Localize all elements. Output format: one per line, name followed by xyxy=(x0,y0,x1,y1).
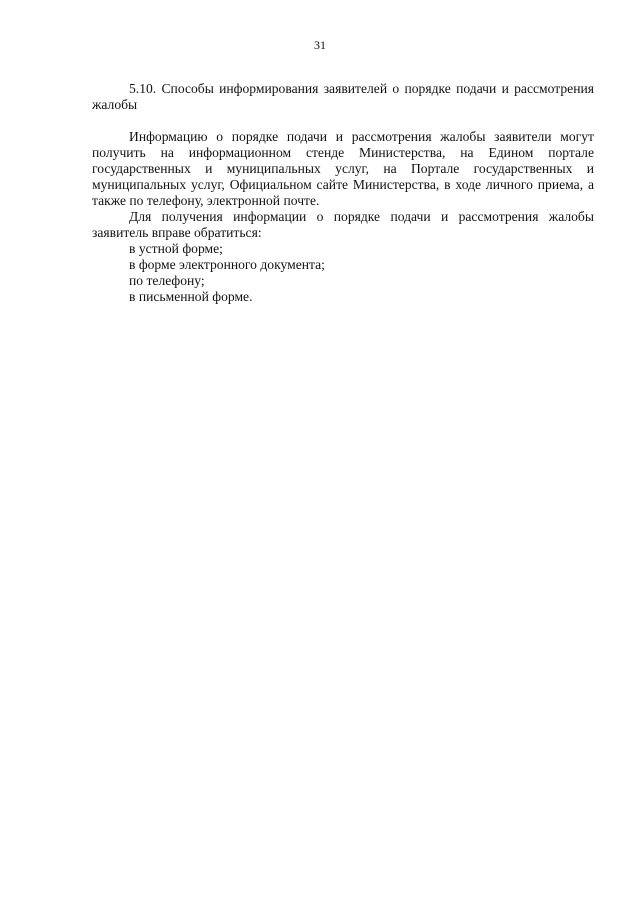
option-oral-form: в устной форме; xyxy=(129,241,223,256)
paragraph-how-to-obtain: Для получения информации о порядке подачи и рассмотрения жалобы заявитель вправе обратиться: xyxy=(92,209,594,240)
paragraph-info-sources: Информацию о порядке подачи и рассмотрения жалобы заявители могут получить на информационном стенде Министерства, на Едином портале государственных и муниципальных услуг, на Портале государственных и муниципальных услуг, Официальном сайте Министерства, в ходе личного приема, а также по телефону, электронной почте. xyxy=(92,129,594,208)
option-telephone: по телефону; xyxy=(129,273,205,288)
option-electronic-document: в форме электронного документа; xyxy=(129,257,325,272)
section-body xyxy=(92,81,594,305)
section-heading: 5.10. Способы информирования заявителей о порядке подачи и рассмотрения жалобы xyxy=(92,81,594,112)
option-written-form: в письменной форме. xyxy=(129,289,253,304)
page-number: 31 xyxy=(314,38,326,52)
